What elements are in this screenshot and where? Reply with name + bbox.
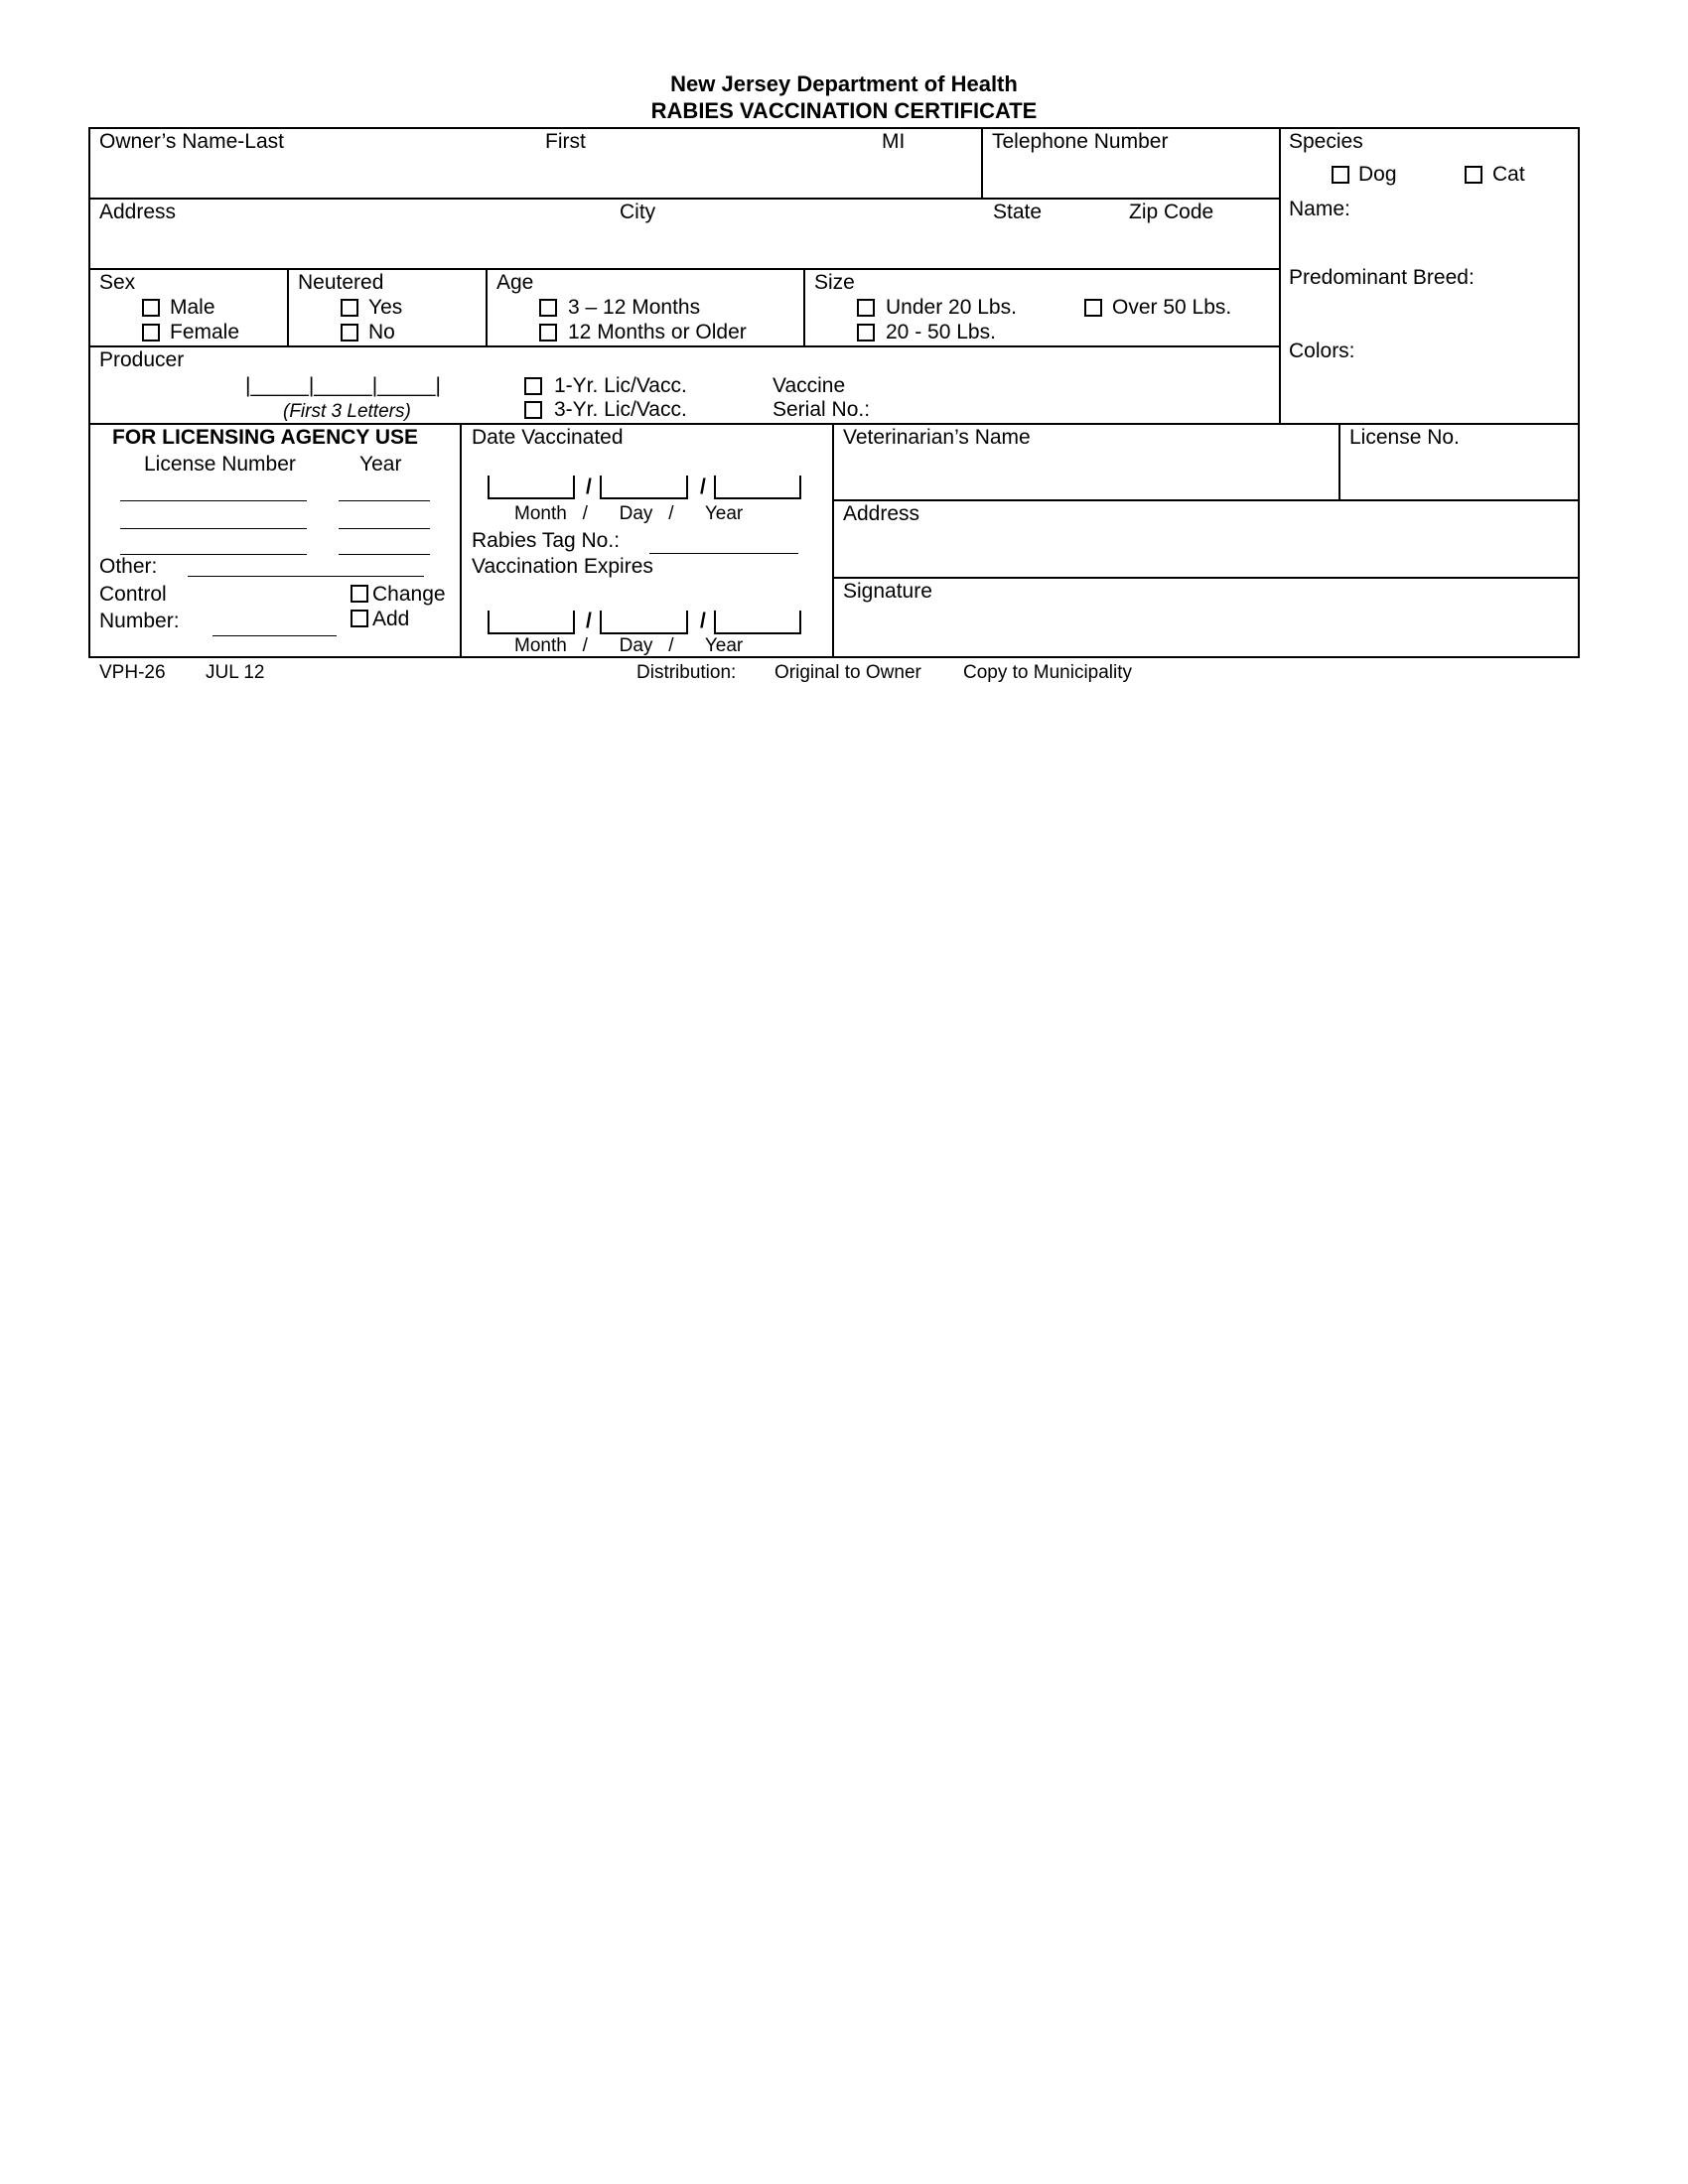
size-over-50-checkbox[interactable] bbox=[1084, 299, 1102, 317]
vaccination-divider bbox=[832, 423, 834, 658]
neutered-no-label: No bbox=[368, 321, 395, 343]
size-over-50-label: Over 50 Lbs. bbox=[1112, 296, 1232, 319]
lic-3yr-label: 3-Yr. Lic/Vacc. bbox=[554, 398, 687, 421]
vaccination-expires-slash-1: / bbox=[586, 610, 592, 632]
date-vaccinated-legend: Month / Day / Year bbox=[514, 503, 744, 524]
license-year-label: Year bbox=[359, 453, 402, 476]
vaccination-expires-slash-2: / bbox=[700, 610, 706, 632]
age-3-12-checkbox[interactable] bbox=[539, 299, 557, 317]
age-12-plus-label: 12 Months or Older bbox=[568, 321, 747, 343]
pet-name-field[interactable] bbox=[1283, 223, 1576, 263]
rabies-tag-line[interactable] bbox=[649, 553, 798, 554]
owner-first-label: First bbox=[545, 130, 586, 153]
vet-name-bottom bbox=[832, 499, 1580, 501]
male-label: Male bbox=[170, 296, 215, 319]
add-label: Add bbox=[372, 608, 410, 630]
vaccine-label: Vaccine bbox=[773, 374, 846, 397]
species-divider bbox=[1279, 127, 1281, 423]
lic-3yr-checkbox[interactable] bbox=[524, 401, 542, 419]
cat-checkbox[interactable] bbox=[1465, 166, 1482, 184]
telephone-label: Telephone Number bbox=[992, 130, 1169, 153]
signature-label: Signature bbox=[843, 580, 932, 603]
pet-name-label: Name: bbox=[1289, 198, 1350, 220]
license-no-divider bbox=[1338, 423, 1340, 500]
change-label: Change bbox=[372, 583, 446, 606]
neutered-divider bbox=[486, 268, 488, 346]
form-revision: JUL 12 bbox=[206, 662, 265, 683]
license-year-line-3[interactable] bbox=[339, 554, 430, 555]
frame-top bbox=[88, 127, 1580, 129]
neutered-label: Neutered bbox=[298, 271, 384, 294]
license-number-line-2[interactable] bbox=[120, 528, 307, 529]
producer-letters-note: (First 3 Letters) bbox=[283, 401, 411, 422]
age-12-plus-checkbox[interactable] bbox=[539, 324, 557, 341]
vet-name-field[interactable] bbox=[836, 453, 1336, 497]
vet-license-label: License No. bbox=[1349, 426, 1460, 449]
vet-address-label: Address bbox=[843, 502, 920, 525]
licensing-divider bbox=[460, 423, 462, 658]
lic-1yr-checkbox[interactable] bbox=[524, 377, 542, 395]
license-year-line-1[interactable] bbox=[339, 500, 430, 501]
female-label: Female bbox=[170, 321, 240, 343]
size-under-20-label: Under 20 Lbs. bbox=[886, 296, 1017, 319]
vet-address-field[interactable] bbox=[836, 529, 1576, 574]
dog-checkbox[interactable] bbox=[1332, 166, 1349, 184]
colors-label: Colors: bbox=[1289, 340, 1355, 362]
breed-field[interactable] bbox=[1283, 293, 1576, 333]
neutered-yes-checkbox[interactable] bbox=[341, 299, 358, 317]
date-vaccinated-slash-2: / bbox=[700, 476, 706, 498]
other-label: Other: bbox=[99, 555, 158, 578]
date-vaccinated-label: Date Vaccinated bbox=[472, 426, 624, 449]
control-number-label: Number: bbox=[99, 610, 180, 632]
size-under-20-checkbox[interactable] bbox=[857, 299, 875, 317]
neutered-yes-label: Yes bbox=[368, 296, 403, 319]
other-line[interactable] bbox=[188, 576, 424, 577]
sex-divider bbox=[287, 268, 289, 346]
date-vaccinated-boxes[interactable] bbox=[487, 473, 814, 502]
size-label: Size bbox=[814, 271, 855, 294]
signature-area[interactable] bbox=[836, 607, 1576, 654]
distribution-copy: Copy to Municipality bbox=[963, 662, 1133, 683]
age-label: Age bbox=[496, 271, 534, 294]
male-checkbox[interactable] bbox=[142, 299, 160, 317]
state-label: State bbox=[993, 201, 1043, 223]
size-20-50-label: 20 - 50 Lbs. bbox=[886, 321, 996, 343]
control-number-line[interactable] bbox=[212, 635, 337, 636]
agency-name: New Jersey Department of Health bbox=[670, 71, 1018, 96]
change-checkbox[interactable] bbox=[351, 585, 368, 603]
license-number-label: License Number bbox=[144, 453, 296, 476]
form-id: VPH-26 bbox=[99, 662, 166, 683]
distribution-label: Distribution: bbox=[636, 662, 737, 683]
form-title: RABIES VACCINATION CERTIFICATE bbox=[650, 98, 1038, 123]
vet-address-bottom bbox=[832, 577, 1580, 579]
serial-field[interactable] bbox=[879, 395, 1276, 421]
row1-bottom bbox=[88, 198, 1280, 200]
female-checkbox[interactable] bbox=[142, 324, 160, 341]
producer-letter-boxes[interactable]: |_____|_____|_____| bbox=[245, 374, 442, 397]
size-20-50-checkbox[interactable] bbox=[857, 324, 875, 341]
species-label: Species bbox=[1289, 130, 1363, 153]
control-label: Control bbox=[99, 583, 167, 606]
sex-label: Sex bbox=[99, 271, 136, 294]
age-divider bbox=[803, 268, 805, 346]
distribution-original: Original to Owner bbox=[774, 662, 921, 683]
date-vaccinated-slash-1: / bbox=[586, 476, 592, 498]
telephone-divider bbox=[981, 127, 983, 199]
cat-label: Cat bbox=[1492, 163, 1525, 186]
row4-bottom bbox=[88, 423, 1580, 425]
telephone-field[interactable] bbox=[984, 157, 1277, 195]
vet-name-label: Veterinarian’s Name bbox=[843, 426, 1031, 449]
row3-bottom bbox=[88, 345, 1280, 347]
owner-last-label: Owner’s Name-Last bbox=[99, 130, 284, 153]
lic-1yr-label: 1-Yr. Lic/Vacc. bbox=[554, 374, 687, 397]
owner-name-field[interactable] bbox=[91, 157, 979, 195]
neutered-no-checkbox[interactable] bbox=[341, 324, 358, 341]
breed-label: Predominant Breed: bbox=[1289, 266, 1475, 289]
producer-label: Producer bbox=[99, 348, 185, 371]
age-3-12-label: 3 – 12 Months bbox=[568, 296, 701, 319]
frame-bottom bbox=[88, 656, 1580, 658]
city-label: City bbox=[620, 201, 656, 223]
add-checkbox[interactable] bbox=[351, 610, 368, 627]
serial-label: Serial No.: bbox=[773, 398, 871, 421]
frame-left bbox=[88, 127, 90, 658]
row2-bottom bbox=[88, 268, 1280, 270]
rabies-tag-label: Rabies Tag No.: bbox=[472, 529, 621, 552]
license-number-line-1[interactable] bbox=[120, 500, 307, 501]
vet-license-field[interactable] bbox=[1342, 453, 1576, 497]
license-year-line-2[interactable] bbox=[339, 528, 430, 529]
vaccination-expires-label: Vaccination Expires bbox=[472, 555, 653, 578]
address-field[interactable] bbox=[91, 227, 1277, 266]
address-label: Address bbox=[99, 201, 177, 223]
vaccination-expires-legend: Month / Day / Year bbox=[514, 635, 744, 656]
vaccination-expires-boxes[interactable] bbox=[487, 608, 814, 637]
licensing-title: FOR LICENSING AGENCY USE bbox=[112, 426, 419, 449]
dog-label: Dog bbox=[1358, 163, 1397, 186]
zip-label: Zip Code bbox=[1129, 201, 1214, 223]
owner-mi-label: MI bbox=[882, 130, 906, 153]
colors-field[interactable] bbox=[1283, 365, 1576, 420]
